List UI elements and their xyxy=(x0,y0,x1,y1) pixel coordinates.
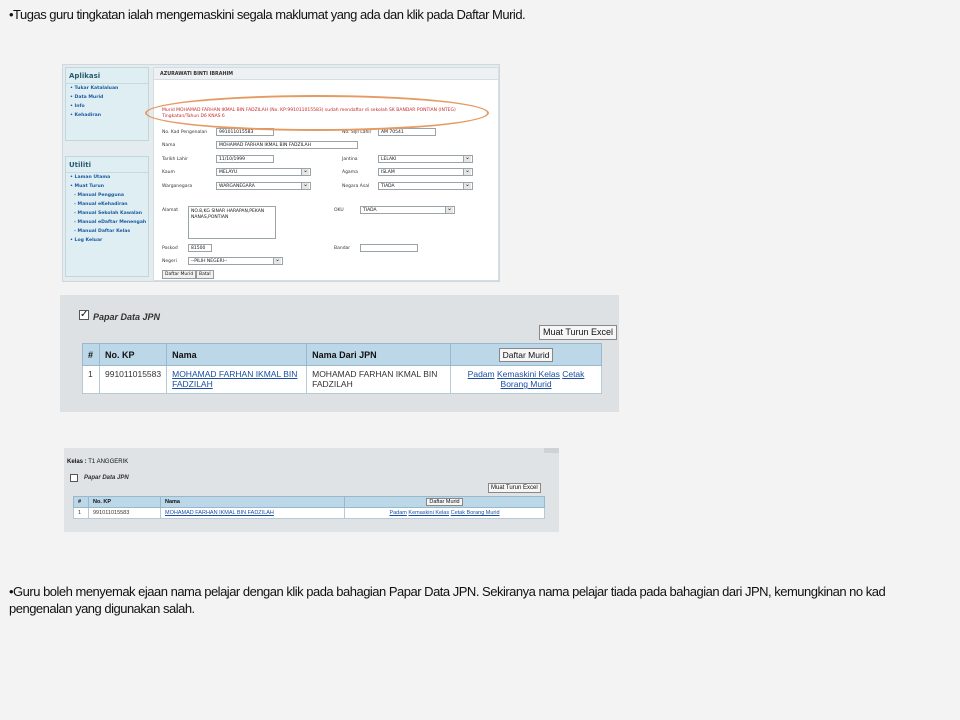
oku-label: OKU xyxy=(334,208,344,213)
top-instruction: •Tugas guru tingkatan ialah mengemaskini segala maklumat yang ada dan klik pada Daftar Murid. xyxy=(9,7,526,22)
nama-field[interactable]: MOHAMAD FARHAN IKMAL BIN FADZILAH xyxy=(216,141,358,149)
sidebar-item-kehadiran[interactable]: • Kehadiran xyxy=(70,113,102,118)
tarikh-label: Tarikh Lahir xyxy=(162,157,188,162)
cetak-borang-link-small[interactable]: Cetak Borang Murid xyxy=(450,510,500,516)
bandar-label: Bandar xyxy=(334,246,351,251)
alamat-textarea[interactable]: NO.8,KG SINAR HARAPAN,PEKAN NANAS,PONTIAN xyxy=(188,206,276,239)
papar-data-jpn-label-small: Papar Data JPN xyxy=(84,475,129,481)
sidebar-item-manual-daftar-kelas[interactable]: - Manual Daftar Kelas xyxy=(74,229,131,234)
kp-label: No. Kad Pengenalan xyxy=(162,130,208,135)
sidebar-item-manual-pengguna[interactable]: - Manual Pengguna xyxy=(74,193,124,198)
kelas-label: Kelas : xyxy=(67,459,87,465)
table-header xyxy=(83,344,602,366)
sidebar-item-muat-turun[interactable]: • Muat Turun xyxy=(70,184,104,189)
cetak-borang-link[interactable]: Cetak Borang Murid xyxy=(500,369,585,389)
sidebar-aplikasi-title: Aplikasi xyxy=(66,68,148,84)
agama-label: Agama xyxy=(342,170,358,175)
alamat-label: Alamat xyxy=(162,208,178,213)
form-header: AZURAWATI BINTI IBRAHIM xyxy=(154,68,498,80)
sijil-label: No. Sijil Lahir xyxy=(342,130,372,135)
kaum-label: Kaum xyxy=(162,170,175,175)
warganegara-select[interactable]: WARGANEGARA ⌄ xyxy=(216,182,311,190)
col-nama-jpn: Nama Dari JPN xyxy=(307,344,451,366)
row-num: 1 xyxy=(74,508,89,519)
oku-select[interactable]: TIADA ⌄ xyxy=(360,206,455,214)
agama-select[interactable]: ISLAM ⌄ xyxy=(378,168,473,176)
papar-data-jpn-label: Papar Data JPN xyxy=(93,312,161,322)
nama-link[interactable]: MOHAMAD FARHAN IKMAL BIN FADZILAH xyxy=(172,369,298,389)
kaum-select[interactable]: MELAYU ⌄ xyxy=(216,168,311,176)
daftar-murid-header-button[interactable]: Daftar Murid xyxy=(499,348,554,362)
sidebar-aplikasi xyxy=(65,67,149,141)
jantina-select[interactable]: LELAKI ⌄ xyxy=(378,155,473,163)
kp-field[interactable]: 991011015583 xyxy=(216,128,274,136)
col-nama: Nama xyxy=(167,344,307,366)
row-actions xyxy=(345,508,545,519)
row-kp: 991011015583 xyxy=(100,366,167,394)
sidebar-item-info[interactable]: • Info xyxy=(70,104,85,109)
poskod-field[interactable]: 81500 xyxy=(188,244,212,252)
papar-data-jpn-checkbox[interactable]: ✓ xyxy=(80,309,89,320)
sidebar-item-log-keluar[interactable]: • Log Keluar xyxy=(70,238,103,243)
row-actions xyxy=(451,366,602,394)
sijil-field[interactable]: AM 70541 xyxy=(378,128,436,136)
col-daftar xyxy=(345,497,545,508)
sidebar-item-manual-edaftar[interactable]: - Manual eDaftar Menengah xyxy=(74,220,147,225)
sidebar-item-data-murid[interactable]: • Data Murid xyxy=(70,95,104,100)
jpn-data-screenshot-large xyxy=(60,295,619,412)
nama-label: Nama xyxy=(162,143,176,148)
col-kp: No. KP xyxy=(100,344,167,366)
sidebar-item-tukar-katalaluan[interactable]: • Tukar Katalaluan xyxy=(70,86,119,91)
jpn-table-small xyxy=(73,496,545,519)
row-kp: 991011015583 xyxy=(89,508,161,519)
table-row xyxy=(83,366,602,394)
col-daftar xyxy=(451,344,602,366)
papar-data-jpn-checkbox-small[interactable] xyxy=(70,474,78,482)
col-kp: No. KP xyxy=(89,497,161,508)
student-form-screenshot xyxy=(62,64,500,282)
row-num: 1 xyxy=(83,366,100,394)
tarikh-field[interactable]: 11/10/1999 xyxy=(216,155,274,163)
bandar-field[interactable] xyxy=(360,244,418,252)
sidebar-item-manual-sekolah-kawalan[interactable]: - Manual Sekolah Kawalan xyxy=(74,211,143,216)
kelas-value: T1 ANGGERIK xyxy=(88,459,129,465)
table-header xyxy=(74,497,545,508)
highlight-oval xyxy=(145,95,489,131)
daftar-murid-button[interactable]: Daftar Murid xyxy=(162,270,196,279)
warganegara-label: Warganegara xyxy=(162,184,193,189)
col-num: # xyxy=(74,497,89,508)
jpn-data-screenshot-small xyxy=(64,448,559,532)
bottom-instruction: •Guru boleh menyemak ejaan nama pelajar dengan klik pada bahagian Papar Data JPN. Sekiranya nama pelajar tiada pada bahagian dari JPN, kemungkinan no kad pengenalan yang digunakan salah. xyxy=(9,584,886,616)
col-num: # xyxy=(83,344,100,366)
negara-label: Negara Asal xyxy=(342,184,370,189)
kemaskini-kelas-link[interactable]: Kemaskini Kelas xyxy=(496,369,560,379)
poskod-label: Poskod xyxy=(162,246,178,251)
sidebar-item-manual-ekehadiran[interactable]: - Manual eKehadiran xyxy=(74,202,128,207)
row-nama xyxy=(167,366,307,394)
sidebar-item-laman-utama[interactable]: • Laman Utama xyxy=(70,175,111,180)
daftar-murid-header-button-small[interactable]: Daftar Murid xyxy=(426,498,462,506)
nama-link-small[interactable]: MOHAMAD FARHAN IKMAL BIN FADZILAH xyxy=(165,510,274,516)
muat-turun-excel-button-small[interactable]: Muat Turun Excel xyxy=(488,483,541,493)
padam-link-small[interactable]: Padam xyxy=(389,510,407,516)
kemaskini-kelas-link-small[interactable]: Kemaskini Kelas xyxy=(408,510,450,516)
sidebar-utiliti-title: Utiliti xyxy=(66,157,148,173)
scrollbar-corner xyxy=(544,448,559,453)
table-row xyxy=(74,508,545,519)
jpn-table xyxy=(82,343,602,394)
negeri-select[interactable]: --PILIH NEGERI-- ⌄ xyxy=(188,257,283,265)
negeri-label: Negeri xyxy=(162,259,177,264)
muat-turun-excel-button[interactable]: Muat Turun Excel xyxy=(539,325,617,340)
registration-message: Murid MOHAMAD FARHAN IKMAL BIN FADZILAH (No. KP:991011015583) sudah mendaftar di sekolah SK BANDAR PONTIAN (INTEG) Tingkatan/Tahun D6 KNAS 6 xyxy=(162,108,456,119)
sidebar-utiliti xyxy=(65,156,149,277)
kelas-line xyxy=(67,459,128,465)
negara-select[interactable]: TIADA ⌄ xyxy=(378,182,473,190)
jantina-label: Jantina xyxy=(342,157,358,162)
row-nama xyxy=(161,508,345,519)
batal-button[interactable]: Batal xyxy=(196,270,214,279)
row-nama-jpn: MOHAMAD FARHAN IKMAL BIN FADZILAH xyxy=(307,366,451,394)
col-nama: Nama xyxy=(161,497,345,508)
padam-link[interactable]: Padam xyxy=(467,369,495,379)
